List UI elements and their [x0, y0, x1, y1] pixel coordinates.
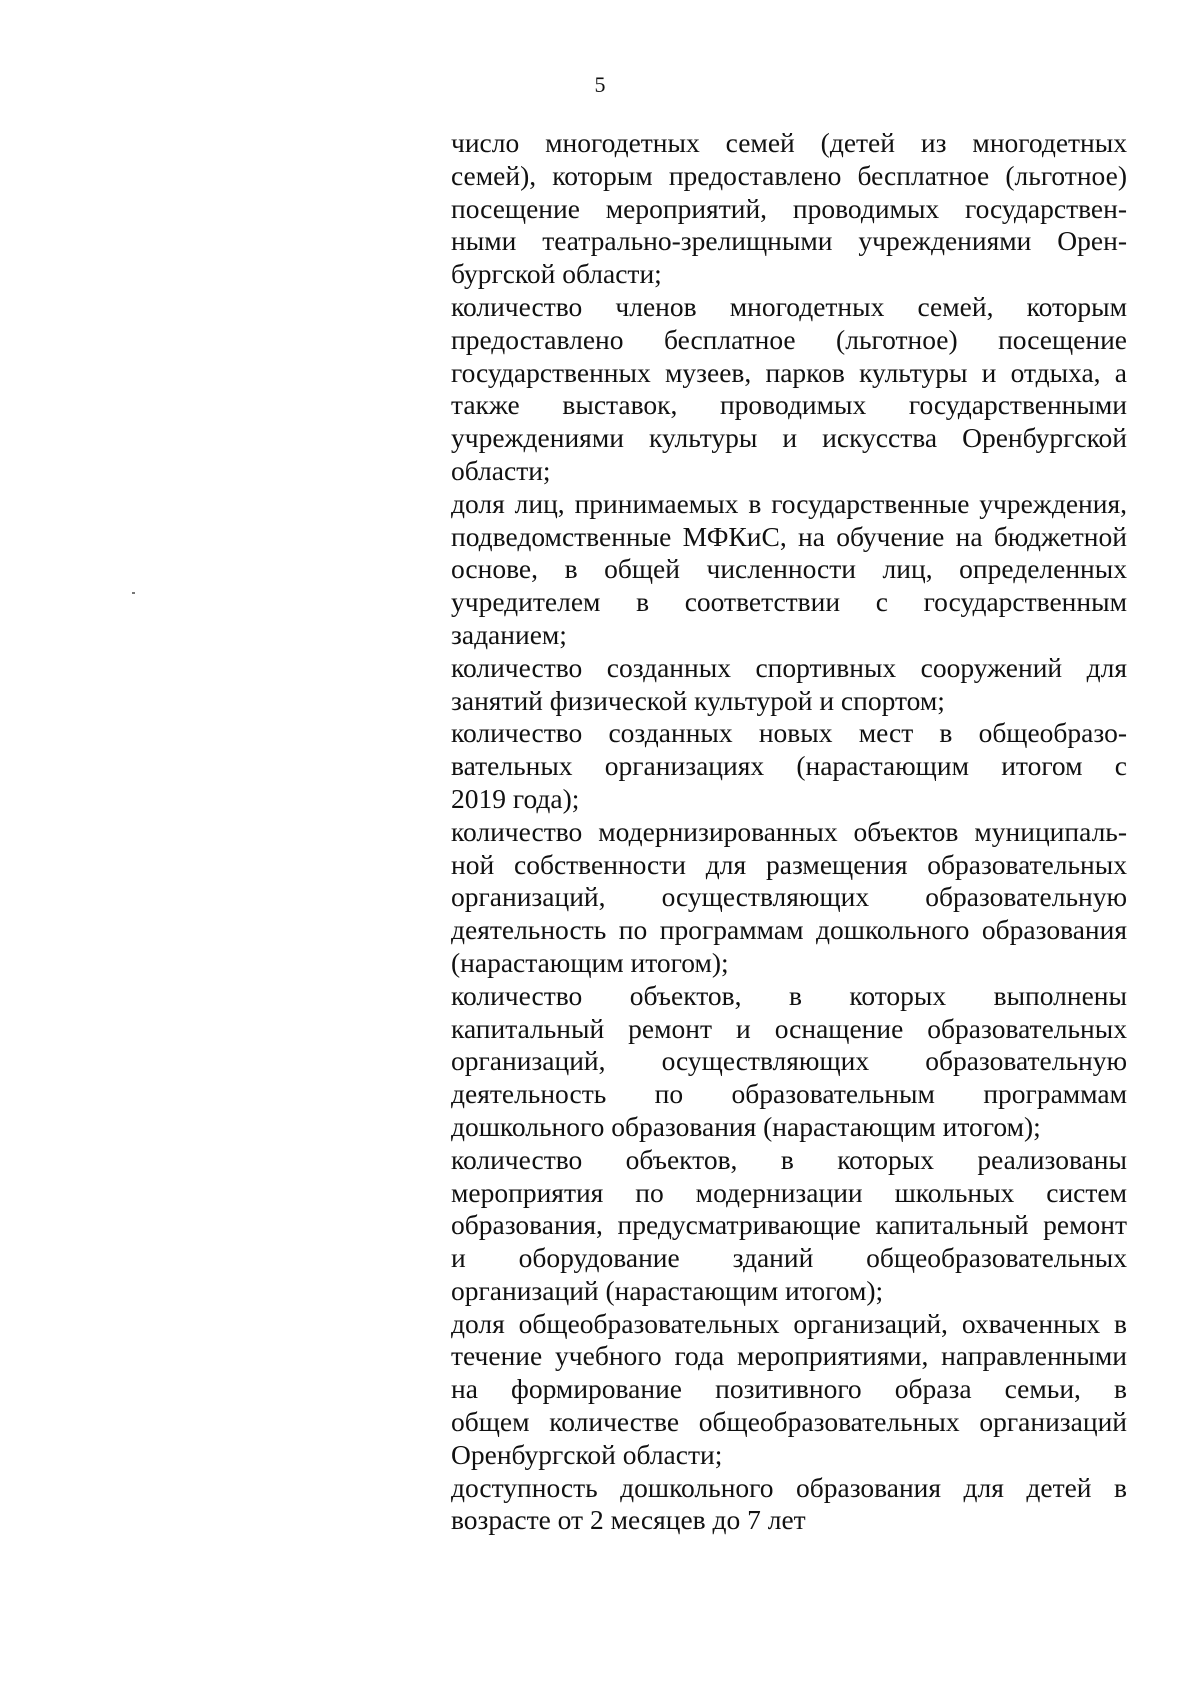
text-line: доля общеобразовательных организаций, охваченных в — [451, 1307, 1127, 1339]
text-line: общем количестве общеобразовательных организаций — [451, 1406, 1127, 1438]
text-line: бургской области; — [451, 258, 662, 290]
text-line: занятий физической культурой и спортом; — [451, 684, 945, 716]
text-line: организаций, осуществляющих образовательную — [451, 881, 1127, 913]
indicator-item — [451, 1144, 1127, 1308]
text-line: количество объектов, в которых реализованы — [451, 1143, 1127, 1175]
text-line: деятельность по программам дошкольного образования — [451, 914, 1127, 946]
text-line: основе, в общей численности лиц, определенных — [451, 553, 1127, 585]
text-line: предоставлено бесплатное (льготное) посещение — [451, 323, 1127, 355]
text-line: образования, предусматривающие капитальный ремонт — [451, 1209, 1127, 1241]
text-line: государственных музеев, парков культуры и отдыха, а — [451, 356, 1127, 388]
text-line: количество членов многодетных семей, которым — [451, 290, 1127, 322]
text-line: возрасте от 2 месяцев до 7 лет — [451, 1504, 806, 1536]
text-line: (нарастающим итогом); — [451, 946, 729, 978]
text-line: деятельность по образовательным программам — [451, 1078, 1127, 1110]
text-line: учредителем в соответствии с государственным — [451, 586, 1127, 618]
text-line: ной собственности для размещения образовательных — [451, 848, 1127, 880]
indicator-item — [451, 291, 1127, 488]
text-line: количество созданных новых мест в общеобразо- — [451, 717, 1127, 749]
page-number: 5 — [594, 72, 606, 97]
text-line: организаций, осуществляющих образовательную — [451, 1045, 1127, 1077]
indicator-item — [451, 652, 1127, 718]
text-line: доля лиц, принимаемых в государственные учреждения, — [451, 487, 1127, 519]
text-line: семей), которым предоставлено бесплатное (льготное) — [451, 159, 1127, 191]
indicator-item — [451, 980, 1127, 1144]
text-line: количество модернизированных объектов муниципаль- — [451, 815, 1127, 847]
text-line: количество созданных спортивных сооружений для — [451, 651, 1127, 683]
indicator-item — [451, 717, 1127, 815]
indicator-item — [451, 816, 1127, 980]
text-line: области; — [451, 454, 551, 486]
text-line: доступность дошкольного образования для детей в — [451, 1471, 1127, 1503]
text-line: заданием; — [451, 618, 567, 650]
text-line: капитальный ремонт и оснащение образовательных — [451, 1012, 1127, 1044]
text-line: также выставок, проводимых государственными — [451, 389, 1127, 421]
indicator-list — [451, 127, 1127, 1537]
text-line: учреждениями культуры и искусства Оренбургской — [451, 422, 1127, 454]
text-line: на формирование позитивного образа семьи, в — [451, 1373, 1127, 1405]
indicator-item — [451, 127, 1127, 291]
text-line: подведомственные МФКиС, на обучение на бюджетной — [451, 520, 1127, 552]
text-line: вательных организациях (нарастающим итогом с — [451, 750, 1127, 782]
text-line: организаций (нарастающим итогом); — [451, 1274, 884, 1306]
scan-speck — [132, 592, 135, 594]
text-line: Оренбургской области; — [451, 1438, 723, 1470]
text-line: количество объектов, в которых выполнены — [451, 979, 1127, 1011]
indicator-item — [451, 1472, 1127, 1538]
text-line: число многодетных семей (детей из многодетных — [451, 127, 1127, 158]
text-line: и оборудование зданий общеобразовательных — [451, 1242, 1127, 1274]
text-line: 2019 года); — [451, 782, 580, 814]
text-line: дошкольного образования (нарастающим итогом); — [451, 1110, 1041, 1142]
indicator-item — [451, 488, 1127, 652]
text-line: ными театрально-зрелищными учреждениями Орен- — [451, 225, 1127, 257]
text-line: мероприятия по модернизации школьных систем — [451, 1176, 1127, 1208]
text-line: посещение мероприятий, проводимых государствен- — [451, 192, 1127, 224]
indicator-item — [451, 1308, 1127, 1472]
text-line: течение учебного года мероприятиями, направленными — [451, 1340, 1127, 1372]
